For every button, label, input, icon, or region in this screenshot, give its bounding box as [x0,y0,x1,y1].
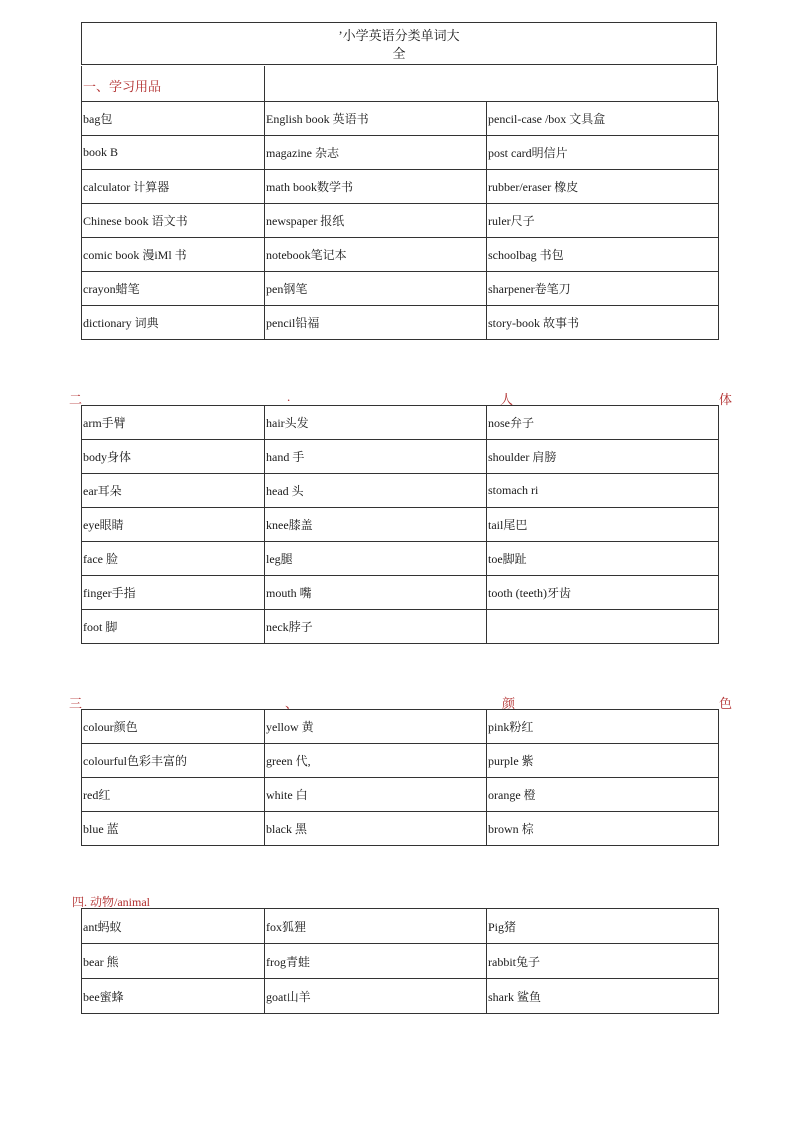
vocab-cell: bear 熊 [82,944,265,979]
section2-title-char: . [287,389,291,404]
vocab-cell: eye眼睛 [82,508,265,542]
vocab-cell: shark 鲨鱼 [487,979,719,1014]
vocab-cell: calculator 计算器 [82,170,265,204]
vocab-cell: Pig猪 [487,909,719,944]
vocab-cell: English book 英语书 [265,102,487,136]
table-row [82,204,719,238]
vocab-cell: brown 棕 [487,812,719,846]
section2-table [81,405,719,644]
vocab-cell: goat山羊 [265,979,487,1014]
vocab-cell: rabbit兔子 [487,944,719,979]
vocab-cell: knee膝盖 [265,508,487,542]
vocab-cell: notebook笔记本 [265,238,487,272]
table-row [82,406,719,440]
vocab-cell: mouth 嘴 [265,576,487,610]
vocab-cell: pencil铅福 [265,306,487,340]
vocab-cell: toe脚趾 [487,542,719,576]
vocab-cell: bag包 [82,102,265,136]
vocab-cell: white 白 [265,778,487,812]
vocab-cell: yellow 黄 [265,710,487,744]
vocab-cell: tooth (teeth)牙齿 [487,576,719,610]
vocab-cell: nose弁子 [487,406,719,440]
section3-title-char: 色 [719,696,733,711]
section2-title-char: 体 [719,392,733,407]
vocab-cell: neck脖子 [265,610,487,644]
vocab-cell: tail尾巴 [487,508,719,542]
vocab-cell: leg腿 [265,542,487,576]
vocab-cell: stomach ri [487,474,719,508]
table-row [82,909,719,944]
vocab-cell: colour颜色 [82,710,265,744]
vocab-cell: pen钢笔 [265,272,487,306]
table-row [82,238,719,272]
vocab-cell: pink粉红 [487,710,719,744]
table-row [82,778,719,812]
table-row [82,272,719,306]
vocab-cell: pencil-case /box 文具盒 [487,102,719,136]
vocab-cell: math book数学书 [265,170,487,204]
document-title-line1: ’小学英语分类单词大 [338,28,460,43]
table-row [82,474,719,508]
vocab-cell: ruler尺子 [487,204,719,238]
vocab-cell: hand 手 [265,440,487,474]
vocab-cell: arm手臂 [82,406,265,440]
section3-table [81,709,719,846]
header-divider [264,66,265,101]
vocab-cell: black 黑 [265,812,487,846]
section2-title [0,389,794,405]
vocab-cell: body身体 [82,440,265,474]
vocab-cell: frog青蛙 [265,944,487,979]
vocab-cell: Chinese book 语文书 [82,204,265,238]
table-row [82,136,719,170]
vocab-cell: fox狐狸 [265,909,487,944]
vocab-cell: finger手指 [82,576,265,610]
table-row [82,440,719,474]
vocab-cell: schoolbag 书包 [487,238,719,272]
section3-title-char: 、 [285,696,299,711]
vocab-cell: red红 [82,778,265,812]
vocab-cell: magazine 杂志 [265,136,487,170]
table-row [82,944,719,979]
section2-title-char: 人 [500,392,514,407]
vocab-cell: comic book 漫iMl 书 [82,238,265,272]
vocab-cell: green 代, [265,744,487,778]
vocab-cell: story-book 故事书 [487,306,719,340]
table-row [82,576,719,610]
section4-title: 四. 动物/animal [72,895,150,909]
section3-title [0,693,794,709]
vocab-cell: head 头 [265,474,487,508]
section4-table [81,908,719,1014]
vocab-cell: orange 橙 [487,778,719,812]
section2-title-char: 二 [69,392,83,407]
table-row [82,306,719,340]
document-title-line2: 全 [392,46,406,61]
table-row [82,812,719,846]
table-row [82,102,719,136]
vocab-cell [487,610,719,644]
table-row [82,744,719,778]
vocab-cell: face 脸 [82,542,265,576]
table-row [82,508,719,542]
table-row [82,610,719,644]
table-row [82,542,719,576]
section1-table [81,101,719,340]
section3-title-char: 三 [69,696,83,711]
vocab-cell: ant蚂蚁 [82,909,265,944]
vocab-cell: sharpener卷笔刀 [487,272,719,306]
vocab-cell: blue 蓝 [82,812,265,846]
vocab-cell: newspaper 报纸 [265,204,487,238]
vocab-cell: rubber/eraser 橡皮 [487,170,719,204]
section1-header-row [81,66,718,101]
vocab-cell: dictionary 词典 [82,306,265,340]
vocab-cell: post card明信片 [487,136,719,170]
vocab-cell: foot 脚 [82,610,265,644]
vocab-cell: shoulder 肩膀 [487,440,719,474]
vocab-cell: book B [82,136,265,170]
table-row [82,710,719,744]
document-title-box [81,22,717,65]
vocab-cell: bee蜜蜂 [82,979,265,1014]
table-row [82,979,719,1014]
vocab-cell: purple 紫 [487,744,719,778]
table-row [82,170,719,204]
vocab-cell: ear耳朵 [82,474,265,508]
vocab-cell: crayon蜡笔 [82,272,265,306]
vocab-cell: hair头发 [265,406,487,440]
vocab-cell: colourful色彩丰富的 [82,744,265,778]
section1-title: 一、学习用品 [83,79,162,94]
section3-title-char: 颜 [502,696,516,711]
